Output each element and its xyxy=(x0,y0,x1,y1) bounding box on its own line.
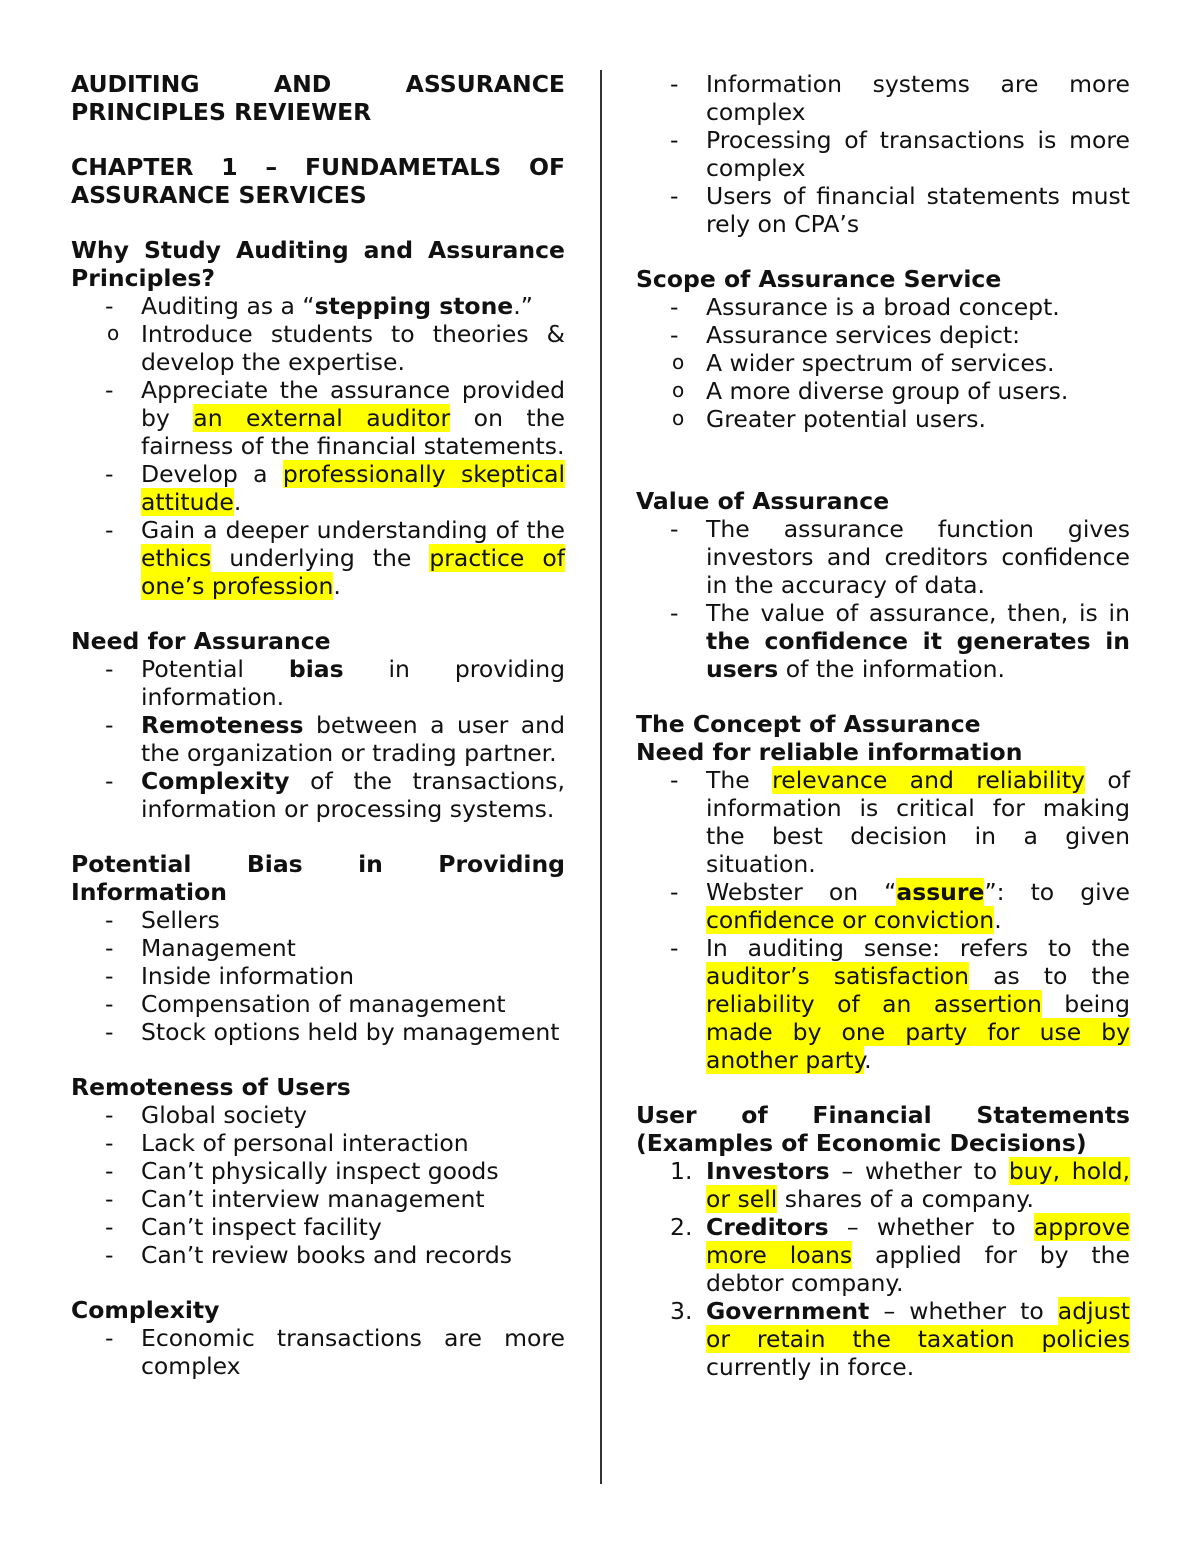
concept-heading: The Concept of Assurance xyxy=(636,710,981,738)
list-item: - In auditing sense: refers to the auditor’s satisfaction as to the reliability of an assertion being made by one party for use by another party. xyxy=(636,934,1130,1074)
scope-list xyxy=(636,293,1130,433)
list-item: - Global society xyxy=(71,1101,565,1129)
why-study-list xyxy=(71,292,565,600)
chapter-title-line2: ASSURANCE SERVICES xyxy=(71,181,367,209)
complexity-list-continued xyxy=(636,70,1130,238)
list-item: - Users of financial statements must rely on CPA’s xyxy=(636,182,1130,238)
doc-title-line1: AUDITING AND ASSURANCE xyxy=(71,70,565,98)
list-item: - Information systems are more complex xyxy=(636,70,1130,126)
users-heading-line1: User of Financial Statements xyxy=(636,1101,1130,1129)
concept-list xyxy=(636,766,1130,1074)
list-item: - Can’t inspect facility xyxy=(71,1213,565,1241)
complexity-heading: Complexity xyxy=(71,1296,220,1324)
sub-list-item: o Greater potential users. xyxy=(636,405,1130,433)
list-item: - Can’t physically inspect goods xyxy=(71,1157,565,1185)
list-item: - Management xyxy=(71,934,565,962)
potential-bias-heading-line1: Potential Bias in Providing xyxy=(71,850,565,878)
remoteness-heading: Remoteness of Users xyxy=(71,1073,351,1101)
sub-list-item: o A more diverse group of users. xyxy=(636,377,1130,405)
sub-list-item: o A wider spectrum of services. xyxy=(636,349,1130,377)
list-item: - Stock options held by management xyxy=(71,1018,565,1046)
list-item: - Auditing as a “stepping stone.” o Introduce students to theories & develop the expertise. xyxy=(71,292,565,376)
list-item: - Gain a deeper understanding of the ethics underlying the practice of one’s profession. xyxy=(71,516,565,600)
list-item: - Develop a professionally skeptical attitude. xyxy=(71,460,565,516)
list-item: - Compensation of management xyxy=(71,990,565,1018)
scope-heading: Scope of Assurance Service xyxy=(636,265,1002,293)
list-item: - The relevance and reliability of information is critical for making the best decision in a given situation. xyxy=(636,766,1130,878)
potential-bias-heading-line2: Information xyxy=(71,878,227,906)
list-item: - Assurance is a broad concept. xyxy=(636,293,1130,321)
list-item: - The assurance function gives investors and creditors confidence in the accuracy of data. xyxy=(636,515,1130,599)
list-item: - Can’t review books and records xyxy=(71,1241,565,1269)
potential-bias-list xyxy=(71,906,565,1046)
list-item: - Webster on “assure”: to give confidence or conviction. xyxy=(636,878,1130,934)
list-item: - The value of assurance, then, is in the confidence it generates in users of the information. xyxy=(636,599,1130,683)
list-item: 2. Creditors – whether to approve more loans applied for by the debtor company. xyxy=(670,1213,1130,1297)
chapter-title-line1: CHAPTER 1 – FUNDAMETALS OF xyxy=(71,153,565,181)
list-item: - Sellers xyxy=(71,906,565,934)
right-column xyxy=(636,70,1130,1381)
list-item: - Potential bias in providing information. xyxy=(71,655,565,711)
list-item: - Inside information xyxy=(71,962,565,990)
list-item: 3. Government – whether to adjust or retain the taxation policies currently in force. xyxy=(670,1297,1130,1381)
list-item: - Complexity of the transactions, information or processing systems. xyxy=(71,767,565,823)
complexity-list xyxy=(71,1324,565,1380)
users-heading-line2: (Examples of Economic Decisions) xyxy=(636,1129,1087,1157)
sub-list-item: o Introduce students to theories & develop the expertise. xyxy=(71,320,565,376)
value-list xyxy=(636,515,1130,683)
list-item: - Economic transactions are more complex xyxy=(71,1324,565,1380)
remoteness-list xyxy=(71,1101,565,1269)
list-item: 1. Investors – whether to buy, hold, or sell shares of a company. xyxy=(670,1157,1130,1213)
value-heading: Value of Assurance xyxy=(636,487,890,515)
list-item: - Can’t interview management xyxy=(71,1185,565,1213)
list-item: - Processing of transactions is more complex xyxy=(636,126,1130,182)
left-column xyxy=(71,70,565,1380)
doc-title-line2: PRINCIPLES REVIEWER xyxy=(71,98,372,126)
why-study-heading: Why Study Auditing and Assurance Principles? xyxy=(71,236,565,292)
list-item: - Lack of personal interaction xyxy=(71,1129,565,1157)
list-item: - Appreciate the assurance provided by an external auditor on the fairness of the financial statements. xyxy=(71,376,565,460)
need-assurance-list xyxy=(71,655,565,823)
list-item: - Assurance services depict: o A wider spectrum of services. o A more diverse group of users. o Greater potential users. xyxy=(636,321,1130,433)
users-list xyxy=(636,1157,1130,1381)
column-divider xyxy=(600,70,602,1484)
need-assurance-heading: Need for Assurance xyxy=(71,627,331,655)
list-item: - Remoteness between a user and the organization or trading partner. xyxy=(71,711,565,767)
reliable-info-heading: Need for reliable information xyxy=(636,738,1023,766)
